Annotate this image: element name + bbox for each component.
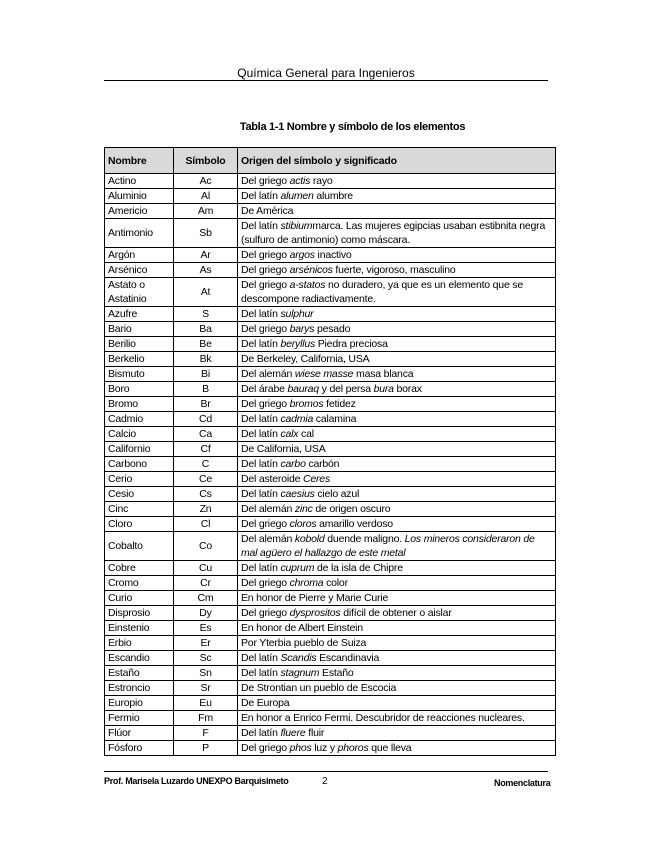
element-symbol: As [174,263,238,278]
element-symbol: B [174,382,238,397]
origin-text: De Strontian un pueblo de Escocia [241,682,397,694]
table-row [105,472,556,487]
origin-text: Por Yterbia pueblo de Suiza [241,637,367,649]
element-name: Calcio [105,427,174,442]
element-name: Cesio [105,487,174,502]
origin-text: En honor de Albert Einstein [241,622,363,634]
element-symbol: Sr [174,681,238,696]
origin-text: En honor a Enrico Fermi. Descubridor de reacciones nucleares. [241,712,525,724]
origin-text: Del latín [241,413,281,425]
origin-term: bromos [289,398,324,410]
table-row [105,442,556,457]
origin-text: fuerte, vigoroso, masculino [332,264,456,276]
element-symbol: Ca [174,427,238,442]
element-origin [238,219,556,248]
origin-term: alumen [280,190,314,202]
origin-text: Del latín [241,308,281,320]
origin-text: Del latín [241,190,281,202]
element-origin [238,367,556,382]
origin-term: zinc [294,503,313,515]
element-symbol: P [174,741,238,756]
origin-term: sulphur [280,308,314,320]
origin-term: cuprum [280,562,315,574]
origin-text: pesado [314,323,351,335]
element-origin [238,606,556,621]
origin-text: Del latín [241,458,281,470]
element-name: Cloro [105,517,174,532]
footer-rule [104,771,548,772]
origin-text: carbón [305,458,340,470]
origin-text: Del griego [241,742,290,754]
element-name: Cadmio [105,412,174,427]
origin-text: Del latín [241,488,281,500]
origin-text: color [323,577,348,589]
element-name: Arsénico [105,263,174,278]
element-name: Carbono [105,457,174,472]
element-name: Antimonio [105,219,174,248]
origin-text: Del alemán [241,368,295,380]
origin-term: kobold [294,533,325,545]
element-name: Disprosio [105,606,174,621]
origin-term: dysprositos [289,607,341,619]
table-row [105,696,556,711]
origin-text: Del latín [241,338,281,350]
table-row [105,248,556,263]
element-symbol: Be [174,337,238,352]
element-name: Cerio [105,472,174,487]
origin-text: fluir [305,727,325,739]
element-origin [238,517,556,532]
element-name: Argón [105,248,174,263]
origin-text: marca. Las mujeres egipcias usaban estibnita negra (sulfuro de antimonio) como máscara. [241,220,546,246]
element-origin [238,189,556,204]
table-row [105,278,556,307]
origin-text: rayo [310,175,333,187]
table-row [105,502,556,517]
elements-table [104,147,556,756]
origin-term: bura [373,383,394,395]
element-origin [238,248,556,263]
element-origin [238,636,556,651]
table-row [105,517,556,532]
header-rule [104,80,548,81]
table-row [105,741,556,756]
table-row [105,457,556,472]
footer-section: Nomenclatura [494,778,551,788]
table-row [105,651,556,666]
origin-term: chroma [289,577,324,589]
table-row [105,666,556,681]
origin-term: phos [289,742,312,754]
element-name: Aluminio [105,189,174,204]
element-origin [238,472,556,487]
origin-term: Ceres [302,473,330,485]
element-name: Boro [105,382,174,397]
element-name: Bismuto [105,367,174,382]
element-name: Europio [105,696,174,711]
element-symbol: Cm [174,591,238,606]
element-name: Einstenio [105,621,174,636]
table-row [105,561,556,576]
origin-text: de origen oscuro [312,503,391,515]
table-row [105,352,556,367]
table-row [105,427,556,442]
origin-text: calamina [313,413,357,425]
element-origin [238,174,556,189]
element-name: Curio [105,591,174,606]
element-origin [238,621,556,636]
element-symbol: Es [174,621,238,636]
element-symbol: Eu [174,696,238,711]
element-symbol: S [174,307,238,322]
table-row [105,726,556,741]
element-origin [238,502,556,517]
table-row [105,337,556,352]
origin-term: stagnum [280,667,320,679]
table-row [105,367,556,382]
element-origin [238,681,556,696]
element-symbol: Cd [174,412,238,427]
origin-term: argos [289,249,315,261]
element-origin [238,457,556,472]
element-origin [238,532,556,561]
element-name: Astato o Astatinio [105,278,174,307]
element-origin [238,576,556,591]
element-origin [238,666,556,681]
origin-term: phoros [337,742,369,754]
table-row [105,412,556,427]
origin-text: borax [393,383,422,395]
element-origin [238,726,556,741]
element-origin [238,487,556,502]
origin-term: fluere [280,727,306,739]
element-origin [238,397,556,412]
column-header-symbol: Símbolo [174,148,238,174]
element-origin [238,711,556,726]
origin-text: de la isla de Chipre [314,562,403,574]
element-symbol: Cf [174,442,238,457]
table-row [105,591,556,606]
origin-text: De Europa [241,697,290,709]
element-name: Cinc [105,502,174,517]
element-origin [238,741,556,756]
element-symbol: Dy [174,606,238,621]
column-header-origin: Origen del símbolo y significado [238,148,556,174]
table-row [105,397,556,412]
element-symbol: Sc [174,651,238,666]
origin-term: stibium [280,220,313,232]
origin-text: cielo azul [314,488,360,500]
element-name: Flúor [105,726,174,741]
element-symbol: Cl [174,517,238,532]
footer-author: Prof. Marisela Luzardo UNEXPO Barquisimeto [104,776,289,786]
origin-text: Escandinavia [316,652,380,664]
origin-term: Scandis [280,652,317,664]
element-origin [238,322,556,337]
element-origin [238,278,556,307]
origin-term: barys [289,323,315,335]
element-name: Bromo [105,397,174,412]
table-row [105,263,556,278]
table-caption: Tabla 1-1 Nombre y símbolo de los elementos [239,121,466,133]
element-name: Azufre [105,307,174,322]
element-symbol: F [174,726,238,741]
table-row [105,621,556,636]
origin-text: Piedra preciosa [315,338,388,350]
element-symbol: C [174,457,238,472]
origin-text: Del griego [241,398,290,410]
element-origin [238,352,556,367]
element-symbol: Cs [174,487,238,502]
element-symbol: Ac [174,174,238,189]
element-origin [238,412,556,427]
element-symbol: Ce [174,472,238,487]
origin-text: Del griego [241,323,290,335]
element-name: Erbio [105,636,174,651]
element-origin [238,382,556,397]
table-row [105,487,556,502]
element-symbol: Cu [174,561,238,576]
origin-text: De América [241,205,294,217]
origin-text: Del latín [241,727,281,739]
origin-term: wiese masse [294,368,354,380]
element-origin [238,427,556,442]
element-name: Fósforo [105,741,174,756]
origin-text: alumbre [313,190,353,202]
origin-term: beryllus [280,338,316,350]
page-number: 2 [322,776,328,787]
element-origin [238,561,556,576]
element-symbol: Sb [174,219,238,248]
origin-term: carbo [280,458,306,470]
origin-term: bauraq [287,383,319,395]
element-symbol: Cr [174,576,238,591]
element-name: Cromo [105,576,174,591]
origin-text: Del griego [241,249,290,261]
origin-term: actis [289,175,311,187]
element-symbol: At [174,278,238,307]
column-header-name: Nombre [105,148,174,174]
table-row [105,636,556,651]
table-row [105,174,556,189]
origin-term: Los mineros consideraron de mal agüero el hallazgo de este metal [241,533,535,559]
origin-text: Del alemán [241,503,295,515]
element-symbol: Sn [174,666,238,681]
element-symbol: Er [174,636,238,651]
origin-term: a-statos [289,279,326,291]
element-symbol: Ar [174,248,238,263]
element-origin [238,696,556,711]
element-origin [238,442,556,457]
element-symbol: Fm [174,711,238,726]
element-name: Escandio [105,651,174,666]
origin-term: cloros [289,518,317,530]
element-name: Actino [105,174,174,189]
table-row [105,711,556,726]
element-symbol: Zn [174,502,238,517]
origin-text: Del griego [241,607,290,619]
origin-text: Del latín [241,220,281,232]
element-name: Estaño [105,666,174,681]
origin-text: De Berkeley, California, USA [241,353,370,365]
origin-text: y del persa [318,383,374,395]
origin-text: Del latín [241,428,281,440]
origin-text: masa blanca [353,368,414,380]
origin-text: Estaño [319,667,354,679]
origin-text: De California, USA [241,443,326,455]
table-row [105,219,556,248]
element-symbol: Al [174,189,238,204]
table-body [105,174,556,756]
origin-text: difícil de obtener o aislar [340,607,452,619]
origin-text: Del griego [241,264,290,276]
origin-text: amarillo verdoso [316,518,393,530]
element-origin [238,337,556,352]
element-name: Bario [105,322,174,337]
running-header: Química General para Ingenieros [237,66,415,80]
element-name: Californio [105,442,174,457]
table-row [105,322,556,337]
element-name: Cobalto [105,532,174,561]
element-symbol: Am [174,204,238,219]
element-origin [238,204,556,219]
element-symbol: Co [174,532,238,561]
element-name: Berilio [105,337,174,352]
origin-text: Del árabe [241,383,288,395]
origin-text: Del griego [241,279,290,291]
table-header-row [105,148,556,174]
element-symbol: Bi [174,367,238,382]
table-row [105,382,556,397]
element-name: Berkelio [105,352,174,367]
element-origin [238,263,556,278]
origin-text: inactivo [314,249,352,261]
origin-text: no duradero, ya que es un elemento que se descompone radiactivamente. [241,279,523,305]
origin-text: Del griego [241,518,290,530]
table-row [105,606,556,621]
element-origin [238,651,556,666]
element-symbol: Bk [174,352,238,367]
origin-text: cal [298,428,314,440]
origin-term: caesius [280,488,315,500]
origin-text: luz y [311,742,338,754]
origin-text: fetidez [323,398,356,410]
origin-term: cadmia [280,413,314,425]
element-origin [238,591,556,606]
origin-text: Del alemán [241,533,295,545]
origin-term: arsénicos [289,264,333,276]
table-row [105,189,556,204]
table-row [105,532,556,561]
origin-text: Del latín [241,652,281,664]
element-name: Fermio [105,711,174,726]
element-symbol: Br [174,397,238,412]
table-row [105,307,556,322]
origin-text: Del asteroide [241,473,303,485]
element-symbol: Ba [174,322,238,337]
origin-text: Del griego [241,175,290,187]
origin-text: duende maligno. [324,533,405,545]
origin-text: Del latín [241,667,281,679]
element-origin [238,307,556,322]
origin-text: Del latín [241,562,281,574]
table-row [105,204,556,219]
origin-text: que lleva [368,742,412,754]
origin-text: Del griego [241,577,290,589]
element-name: Cobre [105,561,174,576]
element-name: Estroncio [105,681,174,696]
origin-text: En honor de Pierre y Marie Curie [241,592,389,604]
table-row [105,681,556,696]
origin-term: calx [280,428,299,440]
table-row [105,576,556,591]
element-name: Americio [105,204,174,219]
